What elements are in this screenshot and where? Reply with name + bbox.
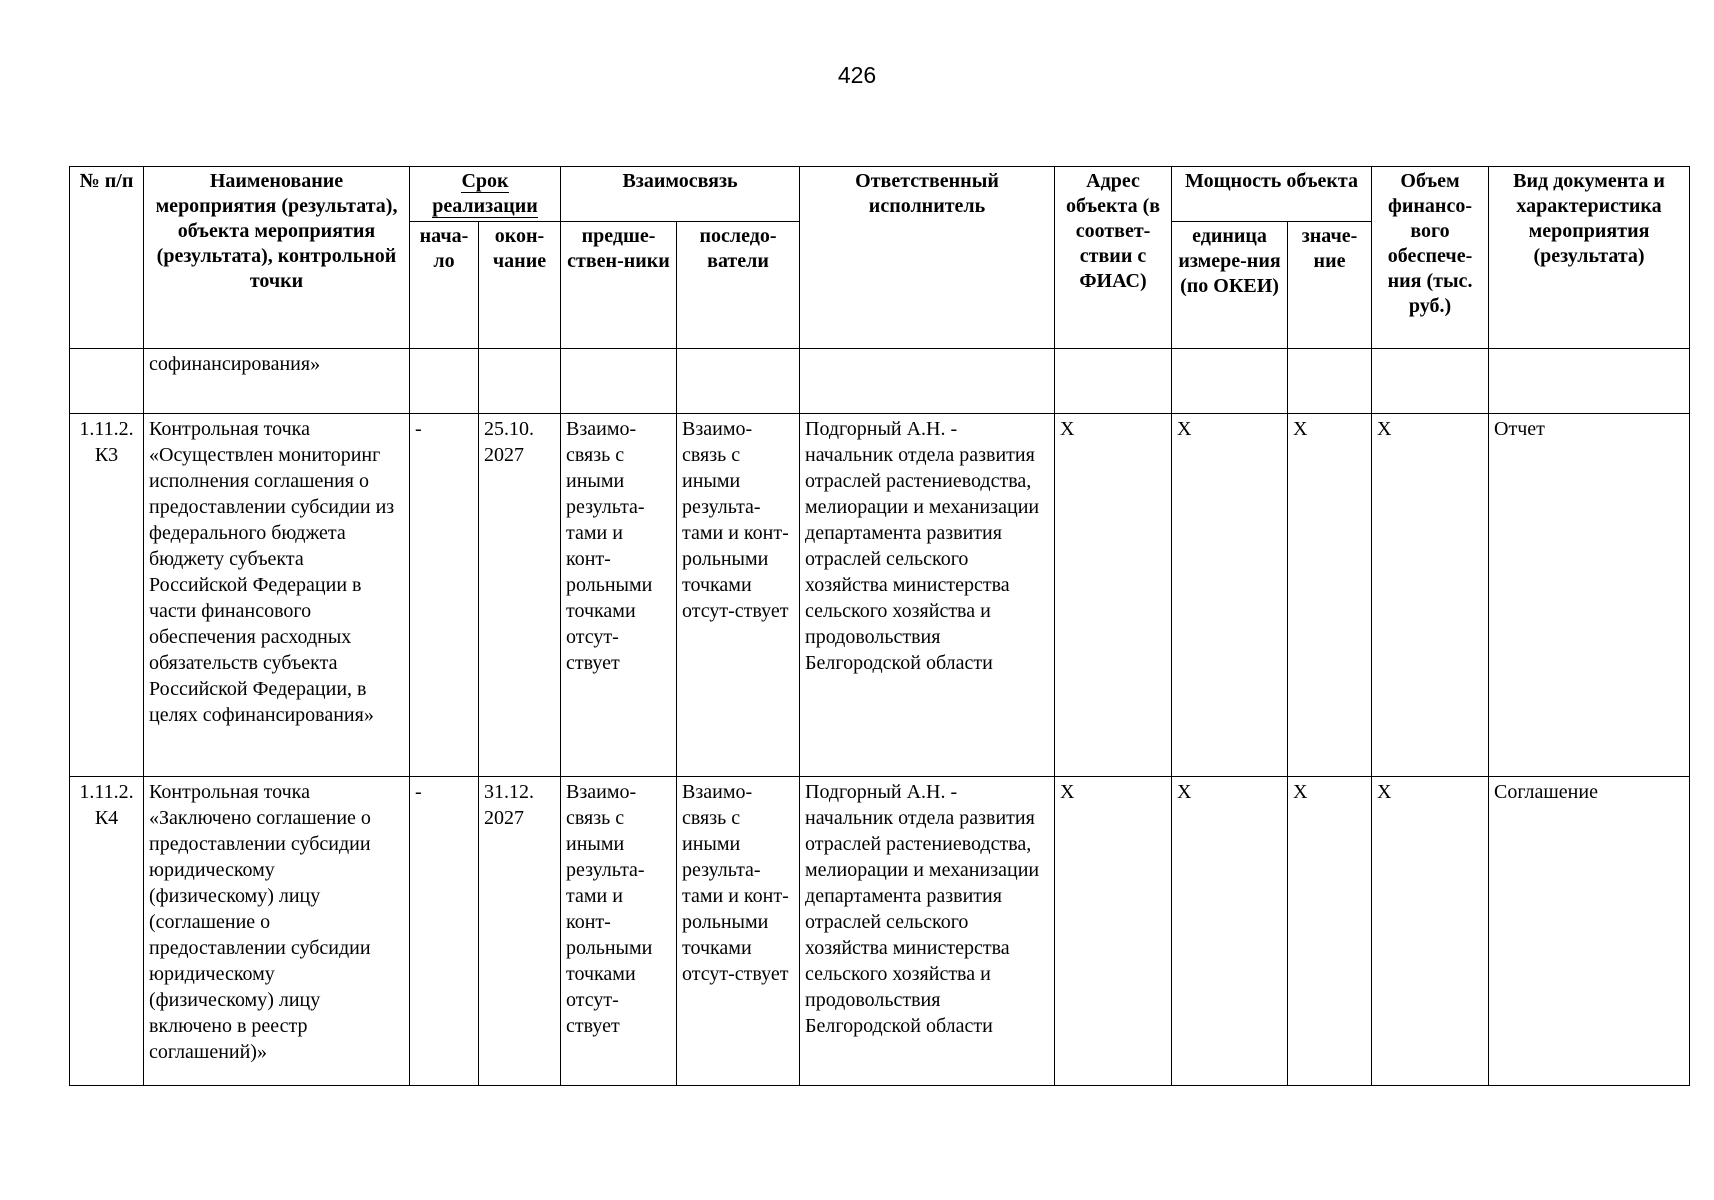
cell-num: 1.11.2. К4 bbox=[70, 777, 144, 1086]
header-unit: единица измере-ния (по ОКЕИ) bbox=[1172, 222, 1288, 349]
cell-unit: X bbox=[1172, 777, 1288, 1086]
cell-executor: Подгорный А.Н. - начальник отдела развития отраслей растениеводства, мелиорации и механизации департамента развития отраслей сельского хозяйства министерства сельского хозяйства и продовольствия Белгородской области bbox=[800, 777, 1055, 1086]
header-relation: Взаимосвязь bbox=[561, 167, 800, 222]
cell-predecessors: Взаимо-связь с иными результа-тами и конт-рольными точками отсут-ствует bbox=[561, 777, 677, 1086]
cell-doc-type: Отчет bbox=[1489, 414, 1690, 777]
page-number: 426 bbox=[837, 62, 877, 88]
cell-end: 25.10. 2027 bbox=[479, 414, 561, 777]
table-row bbox=[70, 414, 1690, 777]
cell-successors: Взаимо-связь с иными результа-тами и конт-рольными точками отсут-ствует bbox=[677, 414, 800, 777]
header-name: Наименование мероприятия (результата), объекта мероприятия (результата), контрольной точки bbox=[144, 167, 410, 349]
header-executor: Ответственный исполнитель bbox=[800, 167, 1055, 349]
header-doc-type: Вид документа и характеристика мероприятия (результата) bbox=[1489, 167, 1690, 349]
cell-name: Контрольная точка «Заключено соглашение о предоставлении субсидии юридическому (физическому) лицу (соглашение о предоставлении субсидии юридическому (физическому) лицу включено в реестр соглашений)» bbox=[144, 777, 410, 1086]
cell-start: - bbox=[410, 414, 479, 777]
header-term-start: нача-ло bbox=[410, 222, 479, 349]
table-row-continuation bbox=[70, 349, 1690, 414]
cell-address bbox=[1055, 349, 1172, 414]
cell-predecessors: Взаимо-связь с иными результа-тами и конт-рольными точками отсут-ствует bbox=[561, 414, 677, 777]
header-num: № п/п bbox=[70, 167, 144, 349]
header-predecessors: предше-ствен-ники bbox=[561, 222, 677, 349]
cell-successors bbox=[677, 349, 800, 414]
header-term-label: Срок реализации bbox=[432, 170, 538, 217]
cell-funding: X bbox=[1372, 777, 1489, 1086]
cell-name: Контрольная точка «Осуществлен мониторинг исполнения соглашения о предоставлении субсидии из федерального бюджета бюджету субъекта Российской Федерации в части финансового обеспечения расходных обязательств субъекта Российской Федерации, в целях софинансирования» bbox=[144, 414, 410, 777]
cell-address: X bbox=[1055, 414, 1172, 777]
cell-successors: Взаимо-связь с иными результа-тами и конт-рольными точками отсут-ствует bbox=[677, 777, 800, 1086]
cell-value: X bbox=[1288, 777, 1372, 1086]
cell-address: X bbox=[1055, 777, 1172, 1086]
cell-num bbox=[70, 349, 144, 414]
cell-predecessors bbox=[561, 349, 677, 414]
header-term-end: окон-чание bbox=[479, 222, 561, 349]
cell-value bbox=[1288, 349, 1372, 414]
cell-doc-type bbox=[1489, 349, 1690, 414]
plan-table bbox=[69, 166, 1690, 1086]
cell-funding bbox=[1372, 349, 1489, 414]
header-term bbox=[410, 167, 561, 222]
cell-executor: Подгорный А.Н. - начальник отдела развития отраслей растениеводства, мелиорации и механизации департамента развития отраслей сельского хозяйства министерства сельского хозяйства и продовольствия Белгородской области bbox=[800, 414, 1055, 777]
header-capacity: Мощность объекта bbox=[1172, 167, 1372, 222]
header-funding: Объем финансо-вого обеспече-ния (тыс. руб.) bbox=[1372, 167, 1489, 349]
header-address: Адрес объекта (в соответ-ствии с ФИАС) bbox=[1055, 167, 1172, 349]
table-row bbox=[70, 777, 1690, 1086]
header-successors: последо-ватели bbox=[677, 222, 800, 349]
cell-doc-type: Соглашение bbox=[1489, 777, 1690, 1086]
header-value: значе-ние bbox=[1288, 222, 1372, 349]
cell-unit bbox=[1172, 349, 1288, 414]
cell-start: - bbox=[410, 777, 479, 1086]
cell-name: софинансирования» bbox=[144, 349, 410, 414]
cell-end: 31.12. 2027 bbox=[479, 777, 561, 1086]
cell-end bbox=[479, 349, 561, 414]
header-row-1 bbox=[70, 167, 1690, 222]
cell-executor bbox=[800, 349, 1055, 414]
cell-num: 1.11.2. К3 bbox=[70, 414, 144, 777]
cell-unit: X bbox=[1172, 414, 1288, 777]
cell-start bbox=[410, 349, 479, 414]
cell-funding: X bbox=[1372, 414, 1489, 777]
cell-value: X bbox=[1288, 414, 1372, 777]
